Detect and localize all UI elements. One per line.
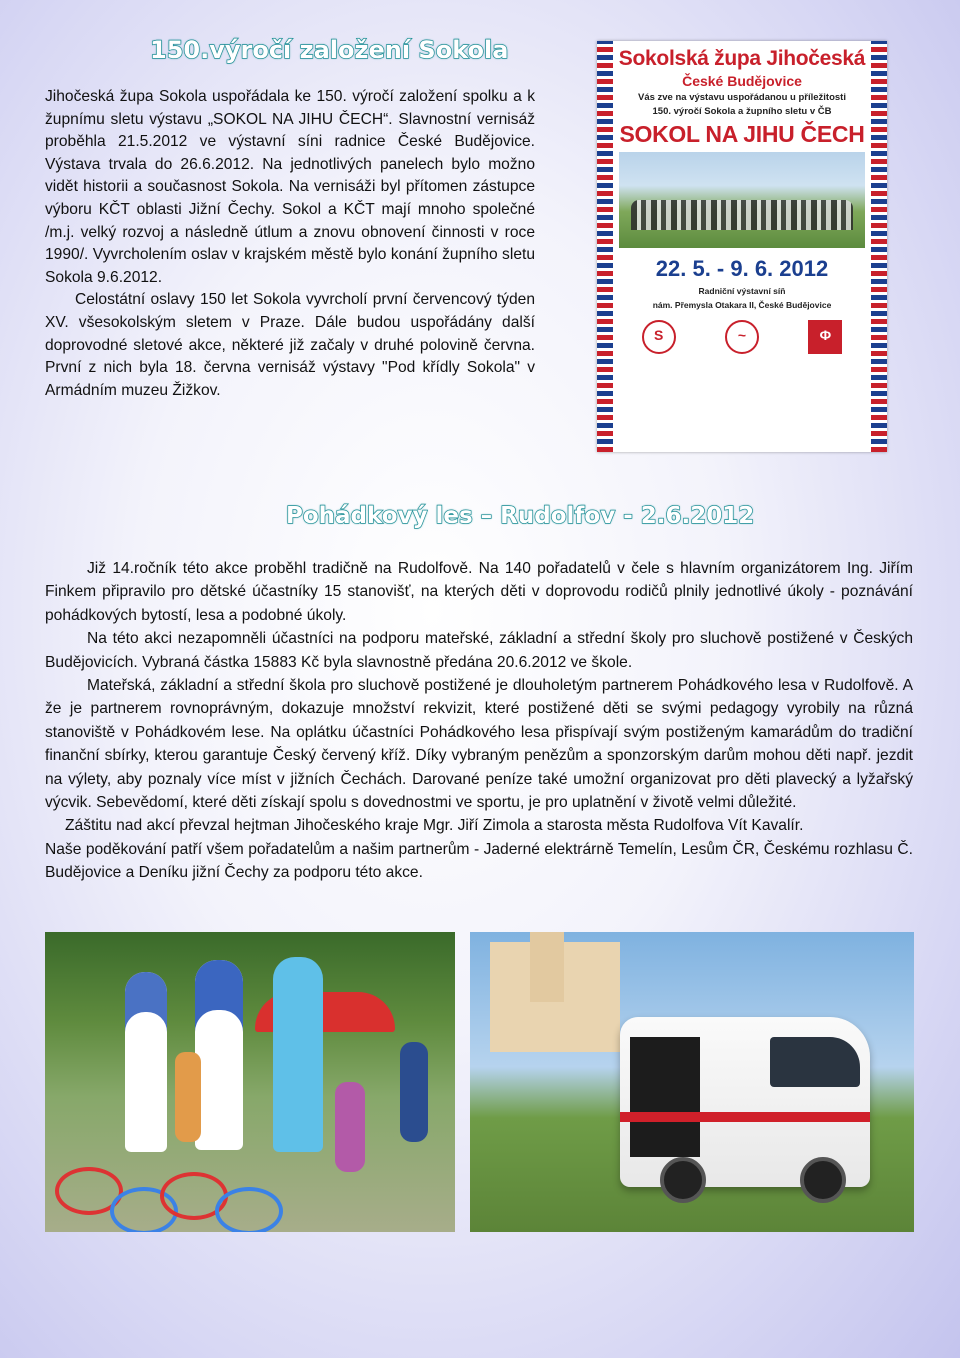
hoop-4	[215, 1187, 283, 1232]
van-front-wheel	[800, 1157, 846, 1203]
van-red-stripe	[620, 1112, 870, 1122]
city-logo-icon: Φ	[808, 320, 842, 354]
poster-venue-line2: nám. Přemysla Otakara II, České Budějovice	[652, 300, 832, 310]
radio-van-photo	[470, 932, 914, 1232]
smurf-figure-right	[273, 957, 323, 1152]
child-figure-left	[175, 1052, 201, 1142]
smurfs-children-photo	[45, 932, 455, 1232]
sokol-paragraph-2: Celostátní oslavy 150 let Sokola vyvrcholí první červencový týden XV. všesokolským sletem v Praze. Dále budou uspořádány další doprovodné sletové akce, některé již začaly v druhé polovině června. První z nich byla 18. června vernisáž výstavy "Pod křídly Sokola" v Armádním muzeu Žižkov.	[45, 291, 535, 399]
poster-logos	[617, 320, 867, 354]
forest-paragraph-1: Již 14.ročník této akce proběhl tradičně na Rudolfově. Na 140 pořadatelů v čele s hlavním organizátorem Ing. Jiřím Finkem připravilo pro dětské účastníky 15 stanovišť, na kterých děti v doprovodu rodičů plnily jednotlivé úkoly - poznávání pohádkových bytostí, lesa a podobné úkoly.	[45, 560, 913, 624]
radio-van	[620, 1017, 870, 1187]
poster-subtitle: České Budějovice	[682, 73, 802, 89]
forest-paragraph-5: Naše poděkování patří všem pořadatelům a našim partnerům - Jaderné elektrárně Temelín, Lesům ČR, Českému rozhlasu Č. Budějovice a Deníku jižní Čechy za podporu této akce.	[45, 840, 913, 882]
poster-content	[617, 41, 867, 452]
poster-photo-crowd	[631, 200, 853, 230]
child-figure-far	[400, 1042, 428, 1142]
sokol-article	[45, 86, 535, 402]
poster-group-photo	[619, 152, 865, 248]
van-windshield	[770, 1037, 860, 1087]
child-figure-right	[335, 1082, 365, 1172]
poster-title: Sokolská župa Jihočeská	[618, 47, 866, 70]
poster-dates: 22. 5. - 9. 6. 2012	[655, 256, 829, 281]
section-title-sokol: 150.výročí založení Sokola	[150, 36, 509, 64]
poster-occasion: 150. výročí Sokola a župního sletu v ČB	[652, 106, 832, 117]
van-rear-wheel	[660, 1157, 706, 1203]
exhibition-poster	[597, 41, 887, 452]
section-title-fairytale-forest: Pohádkový les – Rudolfov - 2.6.2012	[286, 503, 755, 529]
bird-logo-icon: ~	[725, 320, 759, 354]
van-door	[630, 1037, 700, 1157]
smurf-figure-left	[125, 972, 167, 1152]
poster-invite: Vás zve na výstavu uspořádanou u příležitosti	[637, 92, 846, 103]
poster-folk-border-left	[597, 41, 613, 452]
poster-venue-line1: Radniční výstavní síň	[698, 286, 786, 296]
forest-paragraph-4: Záštitu nad akcí převzal hejtman Jihočeského kraje Mgr. Jiří Zimola a starosta města Rudolfova Vít Kavalír.	[65, 817, 804, 835]
smurf-figure-middle	[195, 960, 243, 1150]
sokol-paragraph-1: Jihočeská župa Sokola uspořádala ke 150. výročí založení spolku a k župnímu sletu výstavu „SOKOL NA JIHU ČECH“. Slavnostní vernisáž proběhla 21.5.2012 ve výstavní síni radnice České Budějovice. Výstava trvala do 26.6.2012. Na jednotlivých panelech bylo možno vidět historii a současnost Sokola. Na vernisáži byl přítomen zástupce výboru KČT oblasti Jižní Čechy. Sokol a KČT mají mnoho společné /m.j. velký rozvoj a následně útlum a znovu obnovení činnosti v roce 1990/. Vyvrcholením oslav v krajském městě bylo konání župního sletu Sokola 9.6.2012.	[45, 88, 535, 286]
forest-paragraph-2: Na této akci nezapomněli účastníci na podporu mateřské, základní a střední školy pro sluchově postižené v Českých Budějovicích. Vybraná částka 15883 Kč byla slavnostně předána 20.6.2012 ve škole.	[45, 630, 913, 671]
fairytale-forest-article	[45, 557, 913, 885]
poster-headline: SOKOL NA JIHU ČECH	[619, 121, 865, 147]
poster-folk-border-right	[871, 41, 887, 452]
photo-church	[490, 942, 620, 1052]
sokol-logo-icon: S	[642, 320, 676, 354]
forest-paragraph-3: Mateřská, základní a střední škola pro sluchově postižené je dlouholetým partnerem Pohádkového lesa v Rudolfově. A že je partnerem rovnoprávným, dokazuje množství rekvizit, které postižené děti se svými pedagogy vyrobily na různá stanoviště v Pohádkovém lese. Na oplátku účastníci Pohádkového lesa přispívají svým postiženým kamarádům do tradiční finanční sbírky, kterou garantuje Český červený kříž. Díky vybraným penězům a sponzorským darům mohou děti např. jezdit na výlety, aby poznaly více míst v jižních Čechách. Darované peníze také umožní organizovat pro děti plavecký a lyžařský výcvik. Sebevědomí, které děti získají spolu s dovednostmi ve sportu, je pro uplatnění v životě velmi důležité.	[45, 677, 913, 812]
